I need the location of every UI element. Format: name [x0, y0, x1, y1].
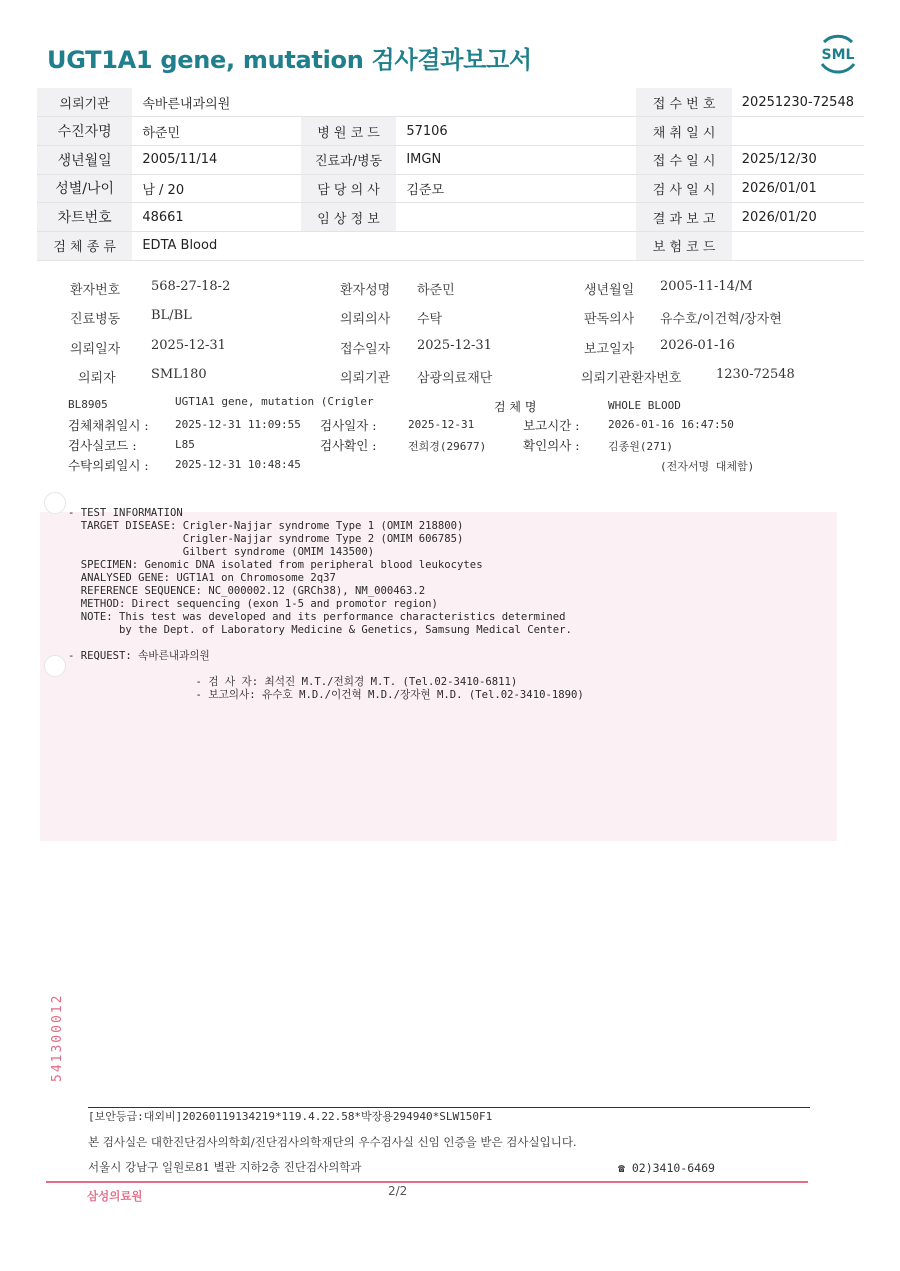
info-value: 2005/11/14	[132, 145, 300, 174]
recv-date: 2025-12-31	[417, 338, 492, 353]
reader: 유수호/이건혁/장자현	[660, 312, 782, 327]
brand-name: 삼성의료원	[87, 1189, 143, 1203]
consign: 2025-12-31 10:48:45	[175, 458, 301, 471]
sample-label: 검 체 명	[494, 400, 537, 414]
info-label: 의뢰기관	[37, 88, 132, 117]
logo-text: SML	[821, 47, 855, 63]
punch-hole	[44, 492, 66, 514]
info-label: 성별/나이	[37, 174, 132, 203]
info-value: IMGN	[396, 145, 524, 174]
info-row	[37, 145, 864, 174]
address: 서울시 강남구 일원로81 별관 지하2층 진단검사의학과	[88, 1160, 362, 1174]
reader-label: 판독의사	[584, 312, 635, 327]
info-label: 임 상 정 보	[301, 203, 397, 232]
vertical-code: 541300012	[50, 993, 65, 1082]
info-row	[37, 88, 864, 117]
test-date: 2025-12-31	[408, 418, 475, 431]
room: L85	[175, 438, 195, 451]
report-time-label: 보고시간 :	[523, 418, 580, 433]
info-spacer	[524, 203, 636, 232]
info-label: 보 험 코 드	[636, 231, 731, 260]
test-date-label: 검사일자 :	[320, 418, 377, 433]
confirm-doc: 김종원(271)	[608, 440, 673, 453]
info-value: 김준모	[396, 174, 524, 203]
info-spacer	[524, 88, 636, 117]
info-table	[37, 88, 864, 261]
doctor-label: 의뢰의사	[340, 312, 391, 327]
patient-id-label: 환자번호	[70, 283, 121, 298]
sample: WHOLE BLOOD	[608, 399, 681, 412]
info-row	[37, 203, 864, 232]
info-label: 접 수 번 호	[636, 88, 731, 117]
info-label: 검 사 일 시	[636, 174, 731, 203]
info-value: 2025/12/30	[732, 145, 864, 174]
info-label: 생년월일	[37, 145, 132, 174]
test-information: - TEST INFORMATION TARGET DISEASE: Crigler-Najjar syndrome Type 1 (OMIM 218800) Crigler-Najjar syndrome Type 2 (OMIM 606785) Gilbert syndrome (OMIM 143500) SPECIMEN: Genomic DNA isolated from peripheral blood leukocytes ANALYSED GENE: UGT1A1 on Chromosome 2q37 REFERENCE SEQUENCE: NC_000002.12 (GRCh38), NM_000463.2 METHOD: Direct sequencing (exon 1-5 and promotor region) NOTE: This test was developed and its performance characteristics determined by the Dept. of Laboratory Medicine & Genetics, Samsung Medical Center. - REQUEST: 속바른내과의원 - 검 사 자: 최석진 M.T./전희경 M.T. (Tel.02-3410-6811) - 보고의사: 유수호 M.D./이건혁 M.D./장자현 M.D. (Tel.02-3410-1890)	[68, 507, 584, 701]
inst-label: 의뢰기관	[340, 371, 391, 386]
info-value	[396, 88, 524, 117]
info-label: 채 취 일 시	[636, 117, 731, 146]
info-value	[732, 117, 864, 146]
recv-date-label: 접수일자	[340, 342, 391, 357]
info-label: 담 당 의 사	[301, 174, 397, 203]
punch-hole	[44, 655, 66, 677]
info-label: 수진자명	[37, 117, 132, 146]
page-number: 2/2	[388, 1184, 408, 1198]
ward: BL/BL	[151, 308, 192, 323]
info-spacer	[524, 117, 636, 146]
requester: SML180	[151, 367, 207, 382]
requester-label: 의뢰자	[78, 371, 116, 386]
test-code: BL8905	[68, 398, 108, 411]
info-label: 진료과/병동	[301, 145, 397, 174]
patient-dob: 2005-11-14/M	[660, 279, 753, 294]
info-value: 57106	[396, 117, 524, 146]
report-date: 2026-01-16	[660, 338, 735, 353]
footer-accent-line	[46, 1181, 808, 1183]
report-date-label: 보고일자	[584, 342, 635, 357]
sml-logo	[814, 30, 862, 78]
test-name: UGT1A1 gene, mutation (Crigler	[175, 395, 374, 408]
info-value: 하준민	[132, 117, 300, 146]
report-time: 2026-01-16 16:47:50	[608, 418, 734, 431]
patient-name-label: 환자성명	[340, 283, 391, 298]
info-value	[396, 231, 524, 260]
info-value: 20251230-72548	[732, 88, 864, 117]
info-label: 검 체 종 류	[37, 231, 132, 260]
room-label: 검사실코드 :	[68, 438, 137, 453]
doctor: 수탁	[417, 312, 443, 327]
collect-label: 검체채취일시 :	[68, 418, 149, 433]
info-value: 2026/01/01	[732, 174, 864, 203]
info-spacer	[524, 231, 636, 260]
patient-name: 하준민	[417, 283, 455, 298]
info-label: 접 수 일 시	[636, 145, 731, 174]
inst: 삼광의료재단	[417, 371, 493, 386]
info-label	[301, 231, 397, 260]
info-value: 속바른내과의원	[132, 88, 300, 117]
req-date-label: 의뢰일자	[70, 342, 121, 357]
patient-dob-label: 생년월일	[584, 283, 635, 298]
req-date: 2025-12-31	[151, 338, 226, 353]
info-value: EDTA Blood	[132, 231, 300, 260]
info-value: 2026/01/20	[732, 203, 864, 232]
info-value	[396, 203, 524, 232]
inst-pt: 1230-72548	[716, 367, 795, 382]
confirm-label: 검사확인 :	[320, 438, 377, 453]
info-row	[37, 174, 864, 203]
info-label: 결 과 보 고	[636, 203, 731, 232]
consign-label: 수탁의뢰일시 :	[68, 458, 149, 473]
report-title: UGT1A1 gene, mutation 검사결과보고서	[47, 46, 532, 74]
info-value: 남 / 20	[132, 174, 300, 203]
ward-label: 진료병동	[70, 312, 121, 327]
info-label	[301, 88, 397, 117]
info-row	[37, 117, 864, 146]
info-value	[732, 231, 864, 260]
info-value: 48661	[132, 203, 300, 232]
confirm-doc-label: 확인의사 :	[523, 438, 580, 453]
info-label: 병 원 코 드	[301, 117, 397, 146]
esign-note: (전자서명 대체함)	[660, 460, 755, 473]
info-label: 차트번호	[37, 203, 132, 232]
cert-line: 본 검사실은 대한진단검사의학회/진단검사의학재단의 우수검사실 신임 인증을 받은 검사실입니다.	[88, 1135, 577, 1149]
info-spacer	[524, 174, 636, 203]
info-row	[37, 231, 864, 260]
confirm: 전희경(29677)	[408, 440, 487, 453]
security-line: [보안등급:대외비]20260119134219*119.4.22.58*박장용294940*SLW150F1	[88, 1110, 493, 1123]
inst-pt-label: 의뢰기관환자번호	[581, 371, 682, 386]
patient-id: 568-27-18-2	[151, 279, 231, 294]
collect: 2025-12-31 11:09:55	[175, 418, 301, 431]
info-spacer	[524, 145, 636, 174]
phone: ☎ 02)3410-6469	[618, 1161, 715, 1175]
